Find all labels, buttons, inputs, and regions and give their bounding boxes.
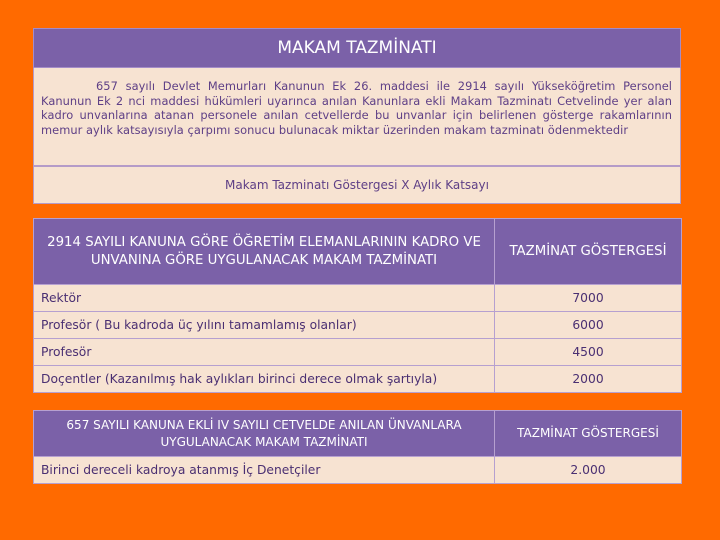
row-value: 2.000 <box>495 457 682 484</box>
slide-title: MAKAM TAZMİNATI <box>33 28 681 68</box>
table-row <box>34 457 682 484</box>
column-header-indicator: TAZMİNAT GÖSTERGESİ <box>495 219 682 285</box>
row-value: 6000 <box>495 312 682 339</box>
table-row <box>34 366 682 393</box>
table-row <box>34 339 682 366</box>
description-box <box>33 68 681 166</box>
row-label: Rektör <box>34 285 495 312</box>
column-header-indicator: TAZMİNAT GÖSTERGESİ <box>495 411 682 457</box>
academic-compensation-table <box>33 218 682 393</box>
column-header-title: 657 SAYILI KANUNA EKLİ IV SAYILI CETVELDE ANILAN ÜNVANLARA UYGULANACAK MAKAM TAZMİNATI <box>34 411 495 457</box>
table-header-row <box>34 219 682 285</box>
row-value: 4500 <box>495 339 682 366</box>
table-header-row <box>34 411 682 457</box>
auditor-compensation-table <box>33 410 682 484</box>
column-header-title: 2914 SAYILI KANUNA GÖRE ÖĞRETİM ELEMANLARININ KADRO VE UNVANINA GÖRE UYGULANACAK MAKAM TAZMİNATI <box>34 219 495 285</box>
row-label: Profesör ( Bu kadroda üç yılını tamamlamış olanlar) <box>34 312 495 339</box>
description-paragraph: 657 sayılı Devlet Memurları Kanunun Ek 26. maddesi ile 2914 sayılı Yükseköğretim Personel Kanunun Ek 2 nci maddesi hükümleri uyarınca anılan Kanunlara ekli Makam Tazminatı Cetvelinde yer alan kadro unvanlarına atanan personele anılan cetvellerde bu unvanlar için belirlenen gösterge rakamlarının memur aylık katsayısıyla çarpımı sonucu bulunacak miktar üzerinden makam tazminatı ödenmektedir <box>41 79 672 137</box>
row-label: Profesör <box>34 339 495 366</box>
formula-text: Makam Tazminatı Göstergesi X Aylık Katsayı <box>33 166 681 204</box>
row-value: 7000 <box>495 285 682 312</box>
table-row <box>34 285 682 312</box>
row-label: Doçentler (Kazanılmış hak aylıkları birinci derece olmak şartıyla) <box>34 366 495 393</box>
row-label: Birinci dereceli kadroya atanmış İç Denetçiler <box>34 457 495 484</box>
table-row <box>34 312 682 339</box>
row-value: 2000 <box>495 366 682 393</box>
